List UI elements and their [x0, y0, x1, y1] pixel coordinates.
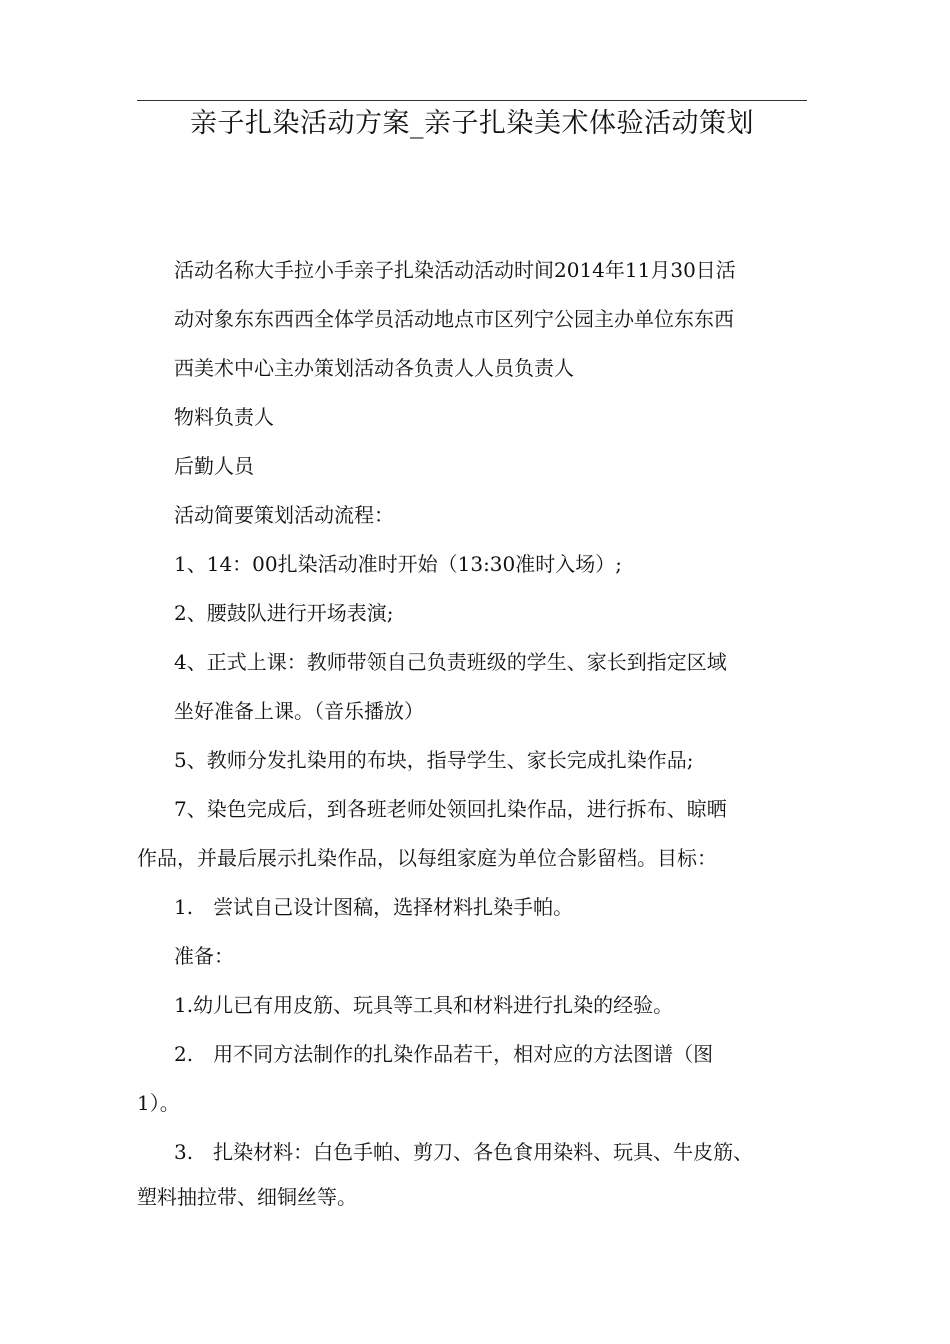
text-line: 塑料抽拉带、细铜丝等。	[137, 1185, 357, 1209]
header-rule	[137, 100, 807, 101]
text-line: 物料负责人	[174, 405, 274, 429]
text-line: 3. 扎染材料：白色手帕、剪刀、各色食用染料、玩具、牛皮筋、	[174, 1140, 754, 1164]
document-title: 亲子扎染活动方案_亲子扎染美术体验活动策划	[190, 108, 754, 139]
text-line: 1. 尝试自己设计图稿，选择材料扎染手帕。	[174, 895, 574, 919]
text-line: 坐好准备上课。（音乐播放）	[174, 699, 424, 723]
text-line: 活动简要策划活动流程：	[174, 503, 394, 527]
text-line: 西美术中心主办策划活动各负责人人员负责人	[174, 356, 574, 380]
text-line: 作品，并最后展示扎染作品，以每组家庭为单位合影留档。目标：	[137, 846, 717, 870]
text-line: 1.幼儿已有用皮筋、玩具等工具和材料进行扎染的经验。	[174, 993, 674, 1017]
text-line: 动对象东东西西全体学员活动地点市区列宁公园主办单位东东西	[174, 307, 734, 331]
text-line: 活动名称大手拉小手亲子扎染活动活动时间2014年11月30日活	[174, 258, 736, 282]
text-line: 准备：	[174, 944, 234, 968]
text-line: 5、教师分发扎染用的布块，指导学生、家长完成扎染作品;	[174, 748, 694, 772]
text-line: 7、染色完成后，到各班老师处领回扎染作品，进行拆布、晾晒	[174, 797, 727, 821]
text-line: 2、腰鼓队进行开场表演;	[174, 601, 394, 625]
text-line: 4、正式上课：教师带领自己负责班级的学生、家长到指定区域	[174, 650, 727, 674]
text-line: 2. 用不同方法制作的扎染作品若干，相对应的方法图谱（图	[174, 1042, 714, 1066]
text-line: 1、14：00扎染活动准时开始（13:30准时入场）;	[174, 552, 622, 576]
text-line: 后勤人员	[174, 454, 254, 478]
text-line: 1）。	[137, 1091, 180, 1115]
document-body	[137, 258, 807, 1234]
